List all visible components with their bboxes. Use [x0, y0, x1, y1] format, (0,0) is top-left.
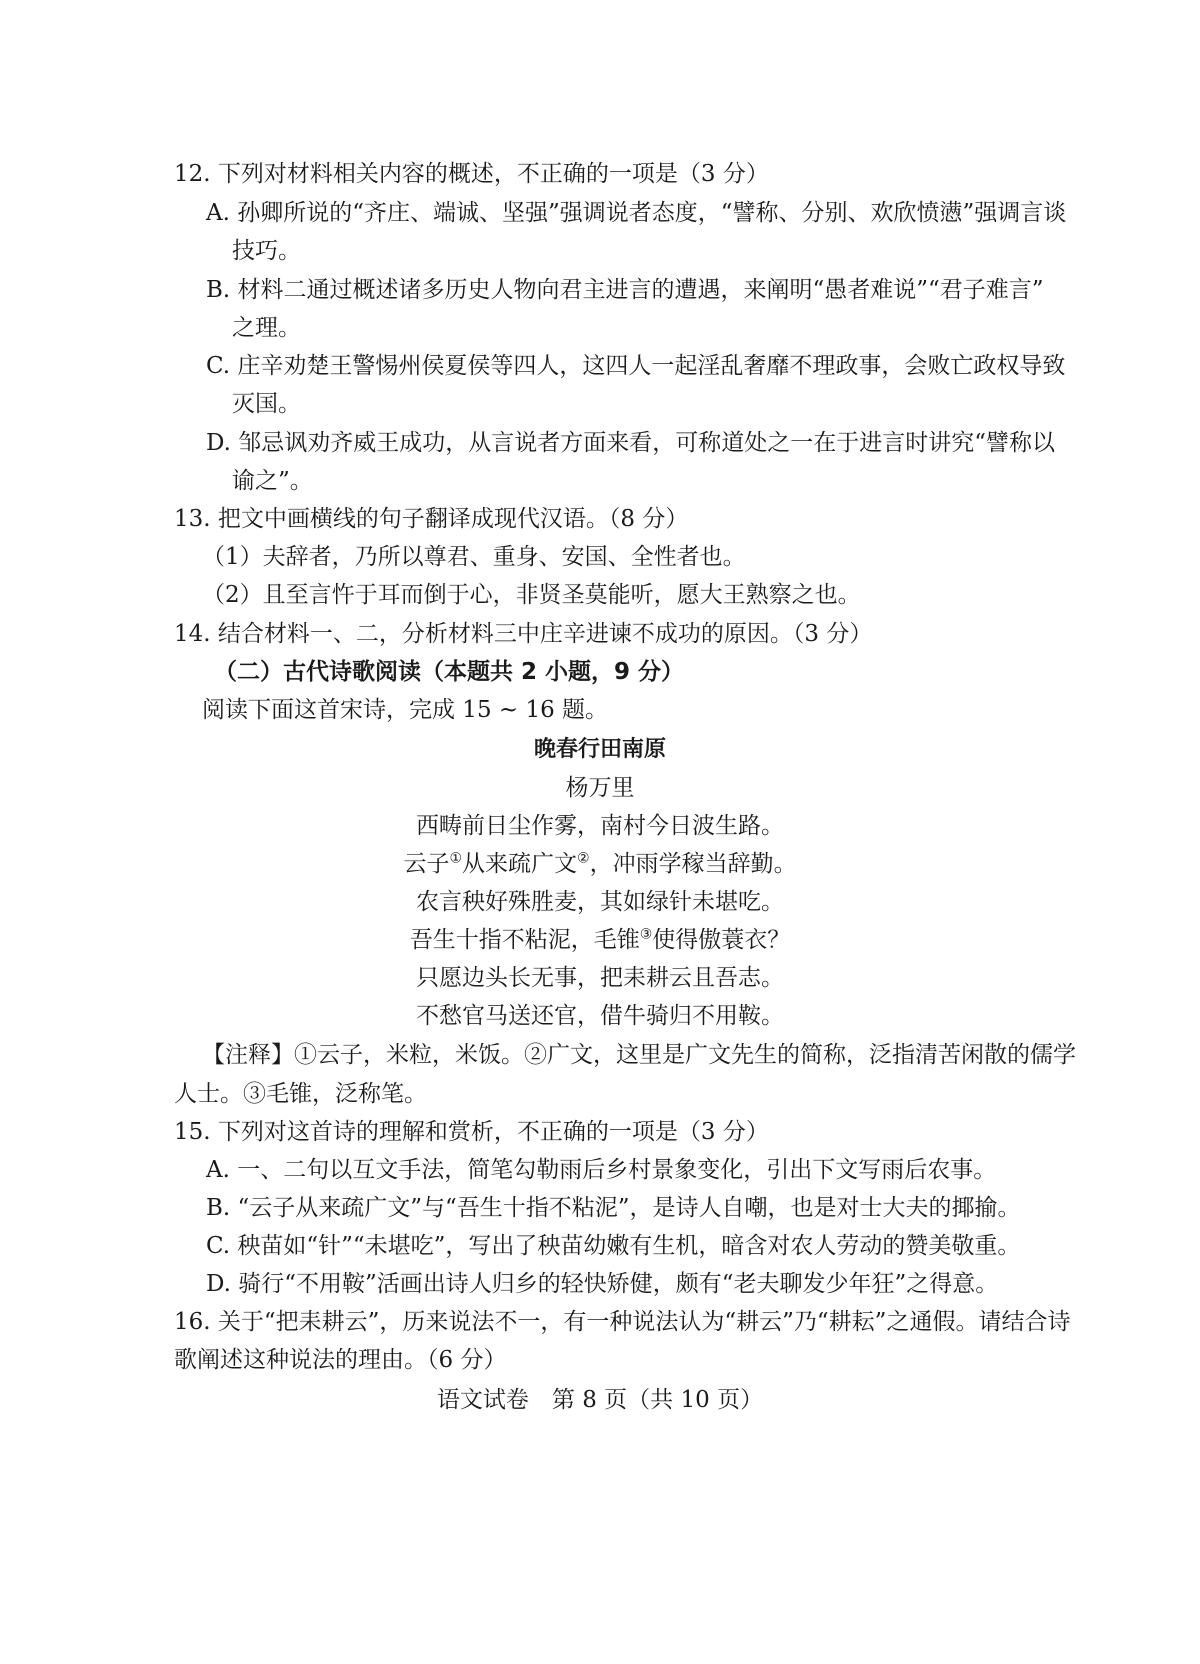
q12-option-d-cont: 谕之”。 — [232, 468, 313, 494]
poem-line-2-a: 云子 — [403, 851, 450, 877]
q16-stem: 16. 关于“把耒耕云”，历来说法不一，有一种说法认为“耕云”乃“耕耘”之通假。请结合诗 — [174, 1309, 1071, 1335]
section-intro: 阅读下面这首宋诗，完成 15 ~ 16 题。 — [202, 697, 609, 723]
q12-option-b-cont: 之理。 — [232, 315, 301, 341]
q15-option-c: C. 秧苗如“针”“未堪吃”，写出了秧苗幼嫩有生机，暗含对农人劳动的赞美敬重。 — [206, 1233, 1021, 1259]
q12-option-b: B. 材料二通过概述诸多历史人物向君主进言的遭遇，来阐明“愚者难说”“君子难言” — [206, 277, 1044, 303]
poem-line-4-b: 使得傲蓑衣？ — [652, 927, 791, 953]
q15-option-b: B. “云子从来疏广文”与“吾生十指不粘泥”，是诗人自嘲，也是对士大夫的揶揄。 — [206, 1195, 1021, 1221]
q12-option-a-cont: 技巧。 — [232, 238, 301, 264]
q15-option-d: D. 骑行“不用鞍”活画出诗人归乡的轻快矫健，颇有“老夫聊发少年狂”之得意。 — [206, 1271, 999, 1297]
note-marker-2: ② — [577, 850, 590, 867]
annotation-line-2: 人士。③毛锥，泛称笔。 — [174, 1081, 427, 1107]
q15-stem: 15. 下列对这首诗的理解和赏析，不正确的一项是（3 分） — [174, 1119, 769, 1145]
q14-stem: 14. 结合材料一、二，分析材料三中庄辛进谏不成功的原因。（3 分） — [174, 621, 873, 647]
note-marker-1: ① — [449, 850, 462, 867]
q16-stem-cont: 歌阐述这种说法的理由。（6 分） — [174, 1347, 507, 1373]
poem-line-4 — [0, 926, 1200, 954]
poem-line-4-a: 吾生十指不粘泥，毛锥 — [409, 927, 640, 953]
note-marker-3: ③ — [639, 926, 653, 943]
annotation-line-1: 【注释】①云子，米粒，米饭。②广文，这里是广文先生的简称，泛指清苦闲散的儒学 — [202, 1042, 1076, 1068]
poem-line-2-b: 从来疏广文 — [462, 851, 577, 877]
poem-line-2-c: ，冲雨学稼当辞勤。 — [589, 851, 797, 877]
q12-option-c: C. 庄辛劝楚王警惕州侯夏侯等四人，这四人一起淫乱奢靡不理政事，会败亡政权导致 — [206, 353, 1066, 379]
q13-sentence-1: （1）夫辞者，乃所以尊君、重身、安国、全性者也。 — [202, 544, 746, 570]
q12-option-d: D. 邹忌讽劝齐威王成功，从言说者方面来看，可称道处之一在于进言时讲究“譬称以 — [206, 430, 1056, 456]
q12-stem: 12. 下列对材料相关内容的概述，不正确的一项是（3 分） — [174, 161, 769, 187]
poem-author: 杨万里 — [565, 775, 635, 801]
poem-line-1: 西畴前日尘作雾，南村今日波生路。 — [416, 813, 784, 839]
q12-option-c-cont: 灭国。 — [232, 391, 301, 417]
q15-option-a: A. 一、二句以互文手法，简笔勾勒雨后乡村景象变化，引出下文写雨后农事。 — [206, 1157, 997, 1183]
q13-sentence-2: （2）且至言忤于耳而倒于心，非贤圣莫能听，愿大王熟察之也。 — [202, 582, 861, 608]
poem-line-2 — [0, 850, 1200, 878]
poem-title: 晚春行田南原 — [533, 737, 666, 762]
section-heading: （二）古代诗歌阅读（本题共 2 小题，9 分） — [214, 659, 685, 685]
q12-option-a: A. 孙卿所说的“齐庄、端诚、坚强”强调说者态度，“譬称、分别、欢欣愤懑”强调言谈 — [206, 200, 1067, 226]
poem-line-6: 不愁官马送还官，借牛骑归不用鞍。 — [416, 1003, 784, 1029]
poem-line-5: 只愿边头长无事，把耒耕云且吾志。 — [416, 965, 784, 991]
poem-line-3: 农言秧好殊胜麦，其如绿针未堪吃。 — [416, 889, 784, 915]
q13-stem: 13. 把文中画横线的句子翻译成现代汉语。（8 分） — [174, 506, 689, 532]
page-footer: 语文试卷 第 8 页（共 10 页） — [436, 1387, 764, 1413]
